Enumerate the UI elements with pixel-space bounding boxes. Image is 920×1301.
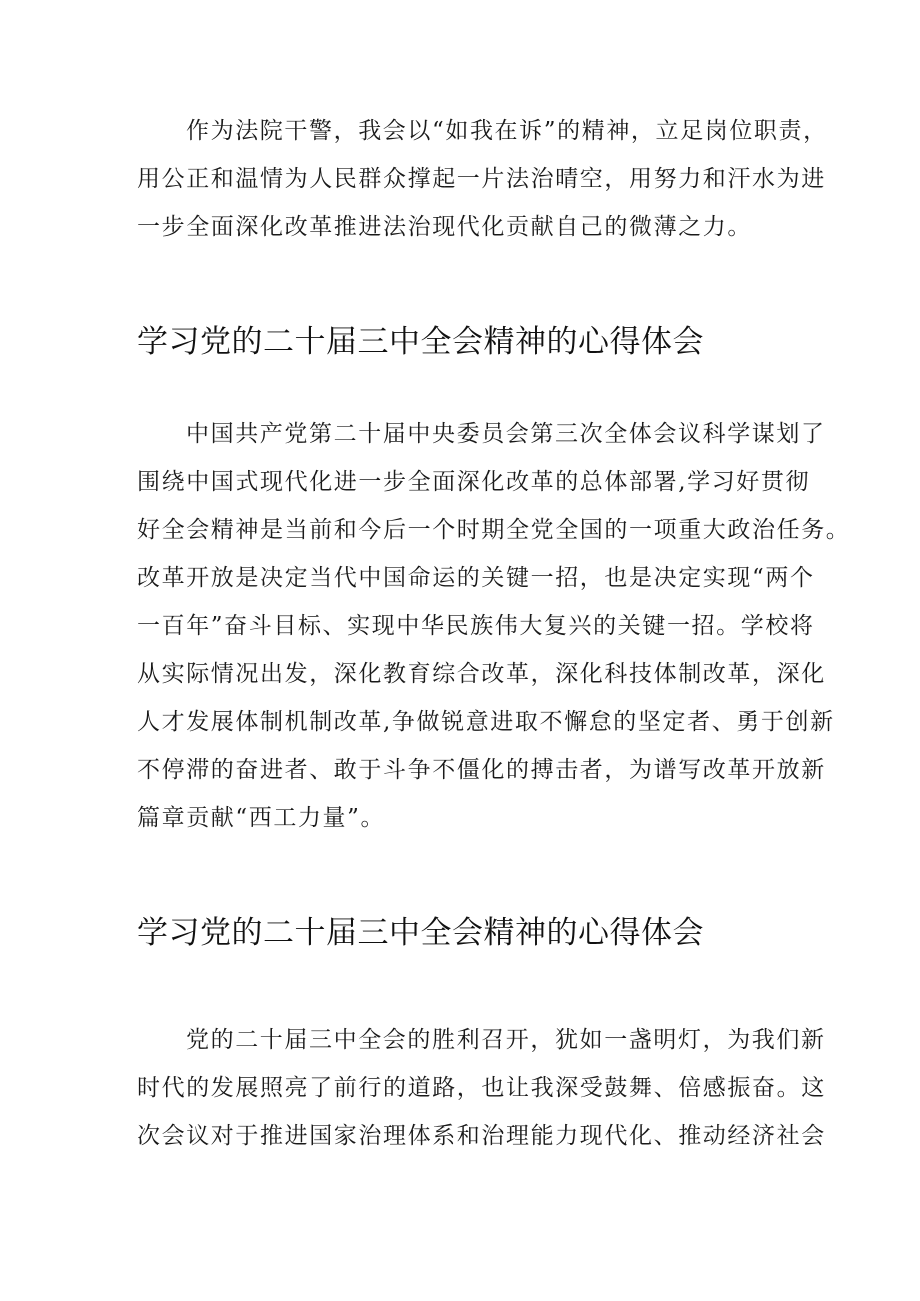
paragraph-line: 围绕中国式现代化进一步全面深化改革的总体部署,学习好贯彻 bbox=[137, 469, 811, 495]
paragraph-line: 用公正和温情为人民群众撑起一片法治晴空，用努力和汗水为进 bbox=[137, 166, 826, 192]
paragraph-line: 改革开放是决定当代中国命运的关键一招，也是决定实现“两个 bbox=[137, 565, 815, 591]
paragraph-line: 中国共产党第二十届中央委员会第三次全体会议科学谋划了 bbox=[186, 421, 826, 447]
paragraph-line: 次会议对于推进国家治理体系和治理能力现代化、推动经济社会 bbox=[137, 1123, 826, 1149]
paragraph-line: 篇章贡献“西工力量”。 bbox=[137, 805, 386, 831]
paragraph-line: 从实际情况出发，深化教育综合改革，深化科技体制改革，深化 bbox=[137, 661, 826, 687]
section-heading: 学习党的二十届三中全会精神的心得体会 bbox=[137, 915, 704, 951]
paragraph-line: 作为法院干警，我会以“如我在诉”的精神，立足岗位职责， bbox=[186, 118, 828, 144]
paragraph-line: 好全会精神是当前和今后一个时期全党全国的一项重大政治任务。 bbox=[137, 517, 851, 543]
paragraph-line: 党的二十届三中全会的胜利召开，犹如一盏明灯，为我们新 bbox=[186, 1027, 826, 1053]
paragraph-line: 一步全面深化改革推进法治现代化贡献自己的微薄之力。 bbox=[137, 214, 752, 240]
paragraph-line: 不停滞的奋进者、敢于斗争不僵化的搏击者，为谱写改革开放新 bbox=[137, 757, 826, 783]
section-heading: 学习党的二十届三中全会精神的心得体会 bbox=[137, 324, 704, 360]
paragraph-line: 人才发展体制机制改革,争做锐意进取不懈怠的坚定者、勇于创新 bbox=[137, 709, 835, 735]
paragraph-line: 时代的发展照亮了前行的道路，也让我深受鼓舞、倍感振奋。这 bbox=[137, 1075, 826, 1101]
paragraph-line: 一百年”奋斗目标、实现中华民族伟大复兴的关键一招。学校将 bbox=[137, 613, 815, 639]
